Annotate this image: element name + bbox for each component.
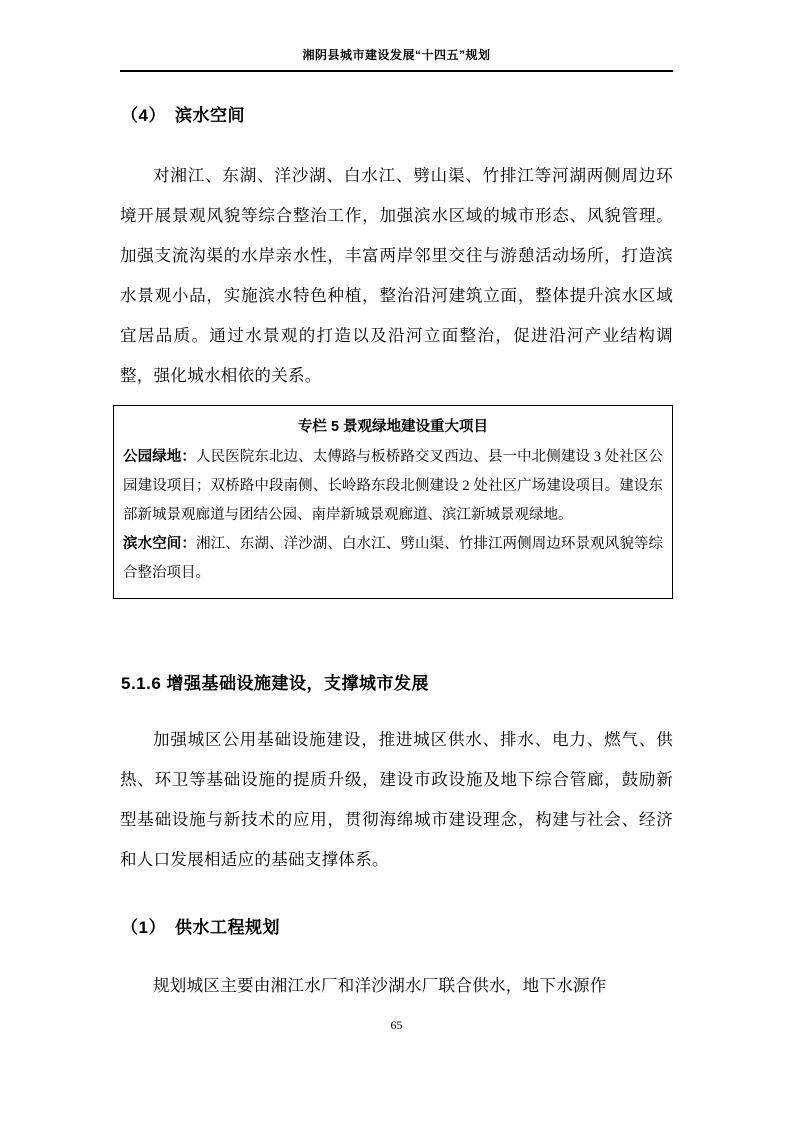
document-header-title: 湘阴县城市建设发展“十四五”规划 <box>120 46 673 72</box>
feature-box-item-text: 人民医院东北边、太傅路与板桥路交叉西边、县一中北侧建设 3 处社区公园建设项目；双桥路中段南侧、长岭路东段北侧建设 2 处社区广场建设项目。建设东部新城景观廊道与团结公园、南岸新城景观廊道、滨江新城景观绿地。 <box>123 449 664 523</box>
feature-box-item-park-green <box>123 443 663 530</box>
feature-box-item-waterfront <box>123 530 663 588</box>
section-heading-5-1-6: 5.1.6 增强基础设施建设，支撑城市发展 <box>121 674 430 693</box>
page-number: 65 <box>390 1018 403 1032</box>
feature-box-title: 专栏 5 景观绿地建设重大项目 <box>297 419 489 435</box>
paragraph-binshui-body: 对湘江、东湖、洋沙湖、白水江、劈山渠、竹排江等河湖两侧周边环境开展景观风貌等综合整治工作，加强滨水区域的城市形态、风貌管理。加强支流沟渠的水岸亲水性，丰富两岸邻里交往与游憩活动场所，打造滨水景观小品，实施滨水特色种植，整治沿河建筑立面，整体提升滨水区域宜居品质。通过水景观的打造以及沿河立面整治，促进沿河产业结构调整，强化城水相依的关系。 <box>120 166 673 385</box>
feature-box-item-label: 公园绿地： <box>123 449 196 465</box>
section-heading-binshui-kongjian: （4） 滨水空间 <box>121 106 245 125</box>
paragraph-water-supply-body: 规划城区主要由湘江水厂和洋沙湖水厂联合供水，地下水源作 <box>153 976 607 995</box>
feature-box-item-text: 湘江、东湖、洋沙湖、白水江、劈山渠、竹排江两侧周边环景观风貌等综合整治项目。 <box>123 536 664 581</box>
section-heading-gongshui-gongcheng: （1） 供水工程规划 <box>121 918 280 937</box>
feature-box-zhuanlan-5 <box>113 405 673 599</box>
paragraph-infrastructure-body: 加强城区公用基础设施建设，推进城区供水、排水、电力、燃气、供热、环卫等基础设施的提质升级，建设市政设施及地下综合管廊，鼓励新型基础设施与新技术的应用，贯彻海绵城市建设理念，构建与社会、经济和人口发展相适应的基础支撑体系。 <box>120 730 673 869</box>
feature-box-item-label: 滨水空间： <box>123 536 196 552</box>
